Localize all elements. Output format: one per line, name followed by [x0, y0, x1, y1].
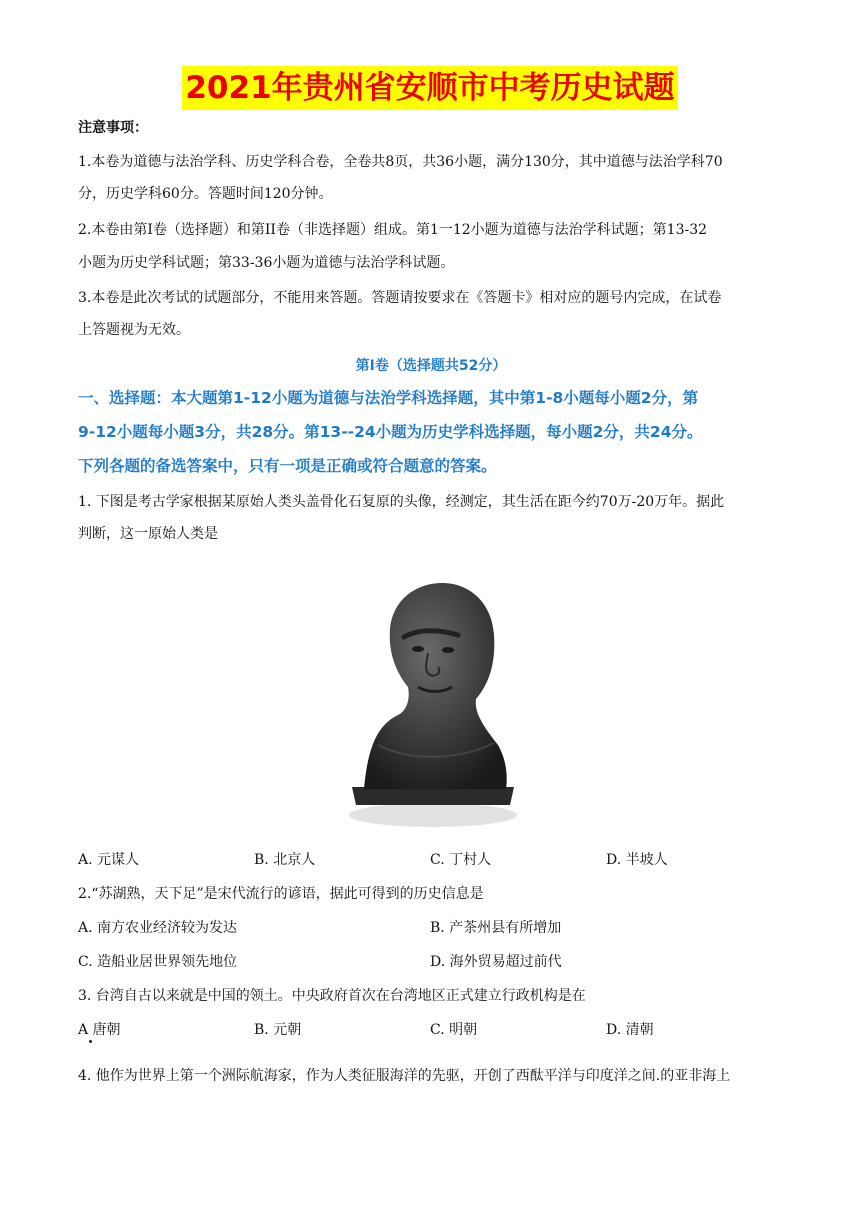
q1-option-c: C. 丁村人 [430, 852, 492, 868]
q3-option-b: B. 元朝 [254, 1022, 302, 1038]
q1-option-b: B. 北京人 [254, 852, 316, 868]
notice-item-1: 1.本卷为道德与法治学科、历史学科合卷，全卷共8页，共36小题，满分130分，其中道德与法治学科70 [78, 154, 723, 170]
q3-option-a: A 唐朝 [78, 1022, 121, 1038]
question-4-stem: 4. 他作为世界上第一个洲际航海家，作为人类征服海洋的先驱，开创了西酞平洋与印度洋之间.的亚非海上 [78, 1068, 731, 1084]
stray-dot [89, 1040, 92, 1043]
q1-option-d: D. 半坡人 [606, 852, 668, 868]
page-title: 2021年贵州省安顺市中考历史试题 [182, 66, 677, 110]
question-2-stem: 2.“苏湖熟，天下足”是宋代流行的谚语，据此可得到的历史信息是 [78, 886, 484, 902]
q2-option-d: D. 海外贸易超过前代 [430, 954, 562, 970]
question-1-stem-cont: 判断，这一原始人类是 [78, 526, 218, 542]
section-instructions-2: 9-12小题每小题3分，共28分。第13--24小题为历史学科选择题，每小题2分，共24分。 [78, 423, 703, 441]
q2-option-a: A. 南方农业经济较为发达 [78, 920, 238, 936]
section-instructions-1: 一、选择题：本大题第1-12小题为道德与法治学科选择题，其中第1-8小题每小题2分，第 [78, 389, 699, 407]
notice-item-3: 3.本卷是此次考试的试题部分，不能用来答题。答题请按要求在《答题卡》相对应的题号内完成，在试卷 [78, 290, 722, 306]
notice-item-1-cont: 分，历史学科60分。答题时间120分钟。 [78, 186, 333, 202]
q3-option-c: C. 明朝 [430, 1022, 478, 1038]
question-3-stem: 3. 台湾自古以来就是中国的领土。中央政府首次在台湾地区正式建立行政机构是在 [78, 988, 586, 1004]
notice-heading: 注意事项： [78, 120, 148, 136]
title-wrap [0, 66, 860, 110]
section-instructions-3: 下列各题的备选答案中，只有一项是正确或符合题意的答案。 [78, 457, 497, 475]
hominid-bust-image [338, 575, 528, 830]
section-heading: 第I卷（选择题共52分） [355, 358, 507, 374]
q3-option-d: D. 清朝 [606, 1022, 654, 1038]
q2-option-c: C. 造船业居世界领先地位 [78, 954, 238, 970]
question-1-stem: 1. 下图是考古学家根据某原始人类头盖骨化石复原的头像，经测定，其生活在距今约70万-20万年。据此 [78, 494, 725, 510]
notice-item-2-cont: 小题为历史学科试题；第33-36小题为道德与法治学科试题。 [78, 255, 455, 271]
q2-option-b: B. 产茶州县有所增加 [430, 920, 562, 936]
notice-item-2: 2.本卷由第I卷（选择题）和第II卷（非选择题）组成。第1一12小题为道德与法治学科试题；第13-32 [78, 222, 708, 238]
notice-item-3-cont: 上答题视为无效。 [78, 322, 190, 338]
q1-option-a: A. 元谋人 [78, 852, 140, 868]
